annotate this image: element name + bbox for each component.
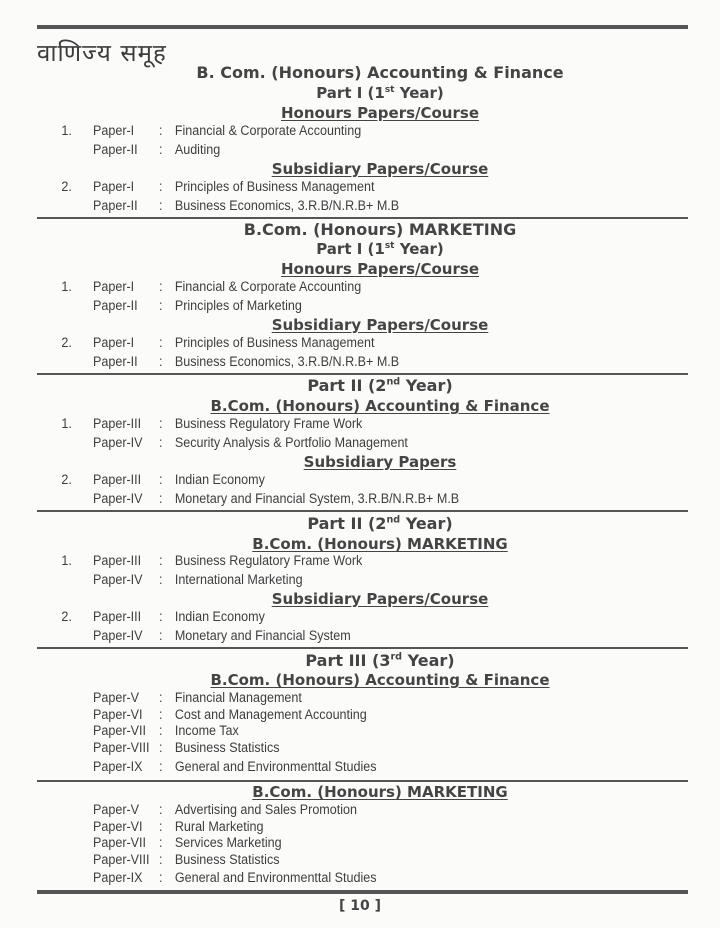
honours-heading: Honours Papers/Course bbox=[281, 104, 479, 122]
part-heading: Part II (2nd Year) bbox=[307, 514, 453, 533]
subsidiary-heading: Subsidiary Papers/Course bbox=[271, 316, 489, 334]
divider bbox=[37, 780, 688, 782]
subsidiary-heading: Subsidiary Papers/Course bbox=[271, 160, 489, 178]
divider bbox=[37, 510, 688, 512]
section-title: B.Com. (Honours) MARKETING bbox=[252, 535, 508, 553]
top-rule bbox=[37, 25, 688, 29]
divider bbox=[37, 217, 688, 219]
section-title: B.Com. (Honours) Accounting & Finance bbox=[210, 671, 550, 689]
page-heading: वाणिज्य समूह bbox=[37, 39, 167, 67]
section-title: B.Com. (Honours) MARKETING bbox=[252, 783, 508, 801]
page-number: [ 10 ] bbox=[338, 898, 382, 914]
honours-heading: Honours Papers/Course bbox=[281, 260, 479, 278]
section-title: B. Com. (Honours) Accounting & Finance bbox=[196, 63, 564, 82]
section-title: B.Com. (Honours) Accounting & Finance bbox=[210, 397, 550, 415]
bottom-rule bbox=[37, 890, 688, 894]
divider bbox=[37, 373, 688, 375]
section-title: B.Com. (Honours) MARKETING bbox=[243, 220, 517, 239]
part-heading: Part I (1st Year) bbox=[316, 84, 444, 102]
part-heading: Part II (2nd Year) bbox=[307, 376, 453, 395]
part-heading: Part III (3rd Year) bbox=[305, 651, 455, 670]
divider bbox=[37, 647, 688, 649]
subsidiary-heading: Subsidiary Papers/Course bbox=[271, 590, 489, 608]
part-heading: Part I (1st Year) bbox=[316, 240, 444, 258]
subsidiary-heading: Subsidiary Papers bbox=[303, 453, 457, 471]
